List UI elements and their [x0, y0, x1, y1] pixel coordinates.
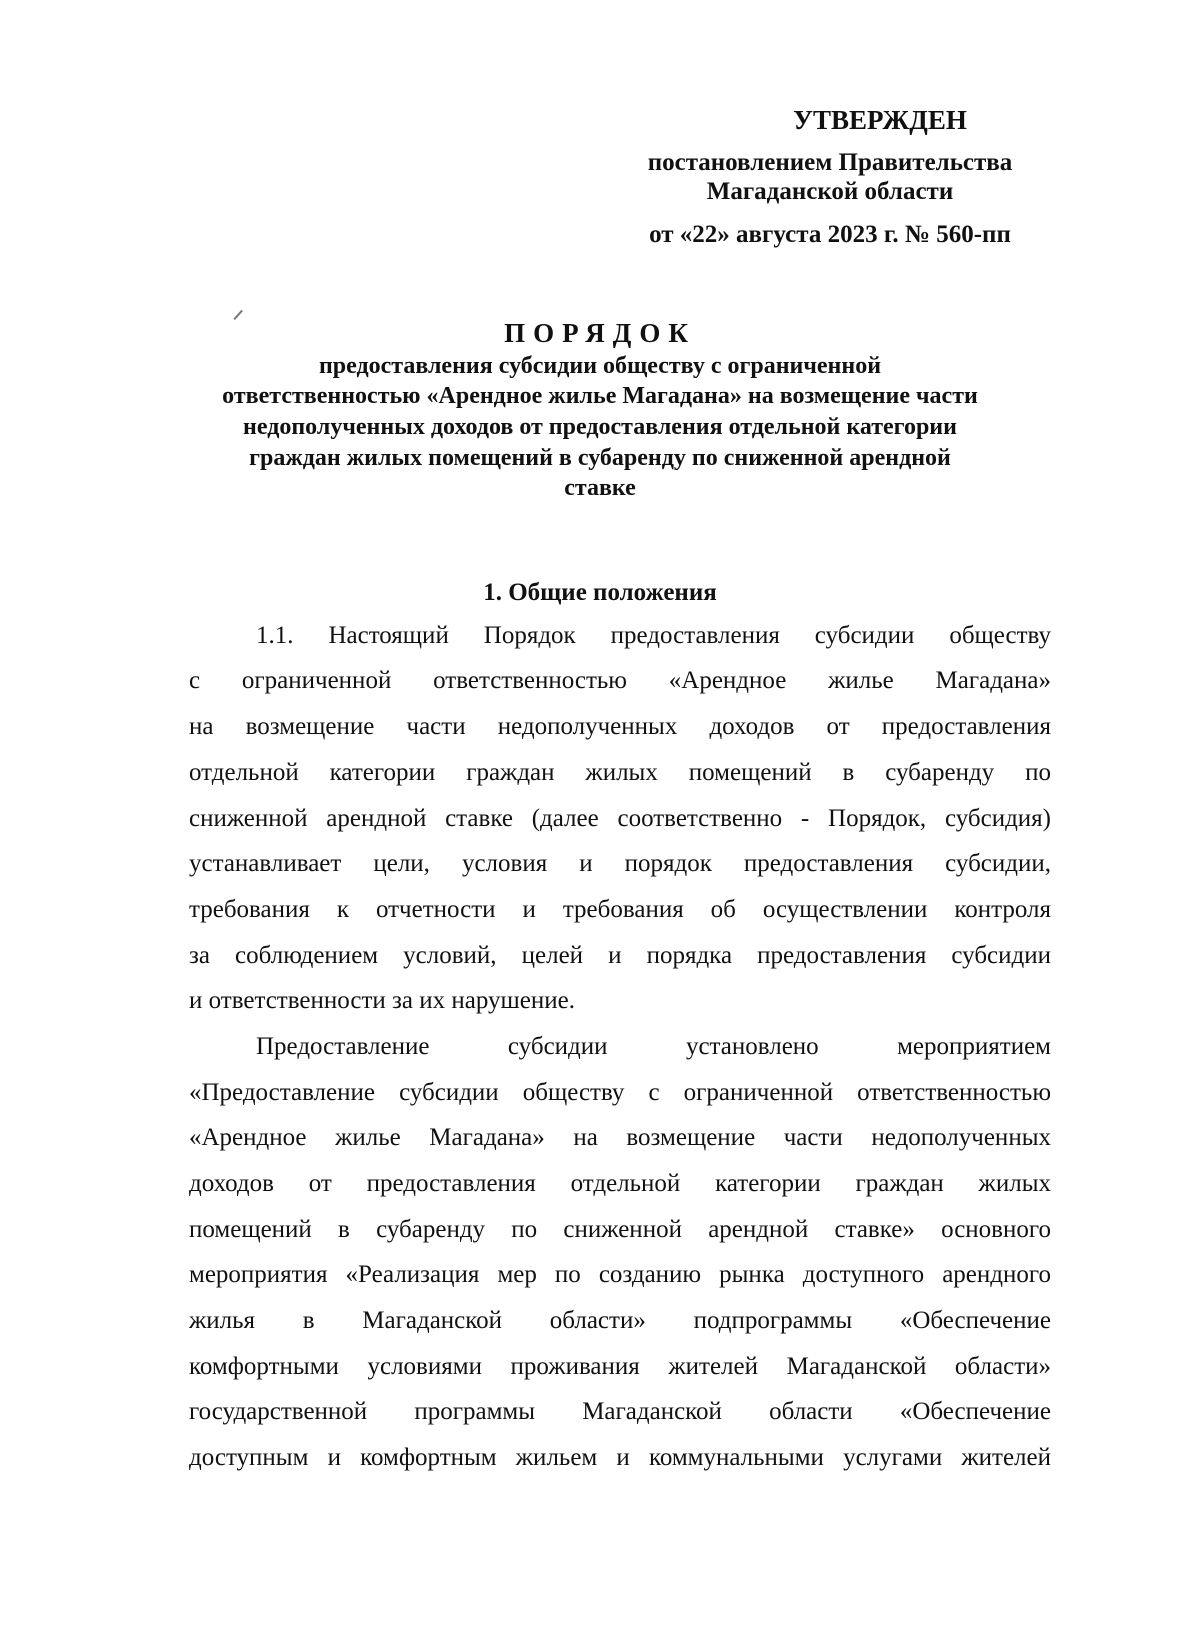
approval-line-2: Магаданской области	[706, 178, 954, 205]
paragraph-line: за соблюдением условий, целей и порядка предоставления субсидии	[189, 942, 1051, 969]
paragraph-line: мероприятия «Реализация мер по созданию рынка доступного арендного	[189, 1261, 1051, 1288]
paragraph-line: государственной программы Магаданской области «Обеспечение	[189, 1398, 1051, 1425]
paragraph-line: на возмещение части недополученных доходов от предоставления	[189, 713, 1051, 740]
paragraph-line: Предоставление субсидии установлено мероприятием	[256, 1033, 1051, 1060]
paragraph-line: устанавливает цели, условия и порядок предоставления субсидии,	[189, 850, 1051, 877]
paragraph-line: комфортными условиями проживания жителей Магаданской области»	[189, 1353, 1051, 1380]
document-subtitle-line: предоставления субсидии обществу с ограниченной	[318, 353, 882, 379]
paragraph-line: отдельной категории граждан жилых помещений в субаренду по	[189, 759, 1051, 786]
paragraph-line: помещений в субаренду по сниженной арендной ставке» основного	[189, 1216, 1051, 1243]
document-subtitle-line: ответственностью «Арендное жилье Магадана» на возмещение части	[222, 383, 978, 409]
paragraph-line: требования к отчетности и требования об осуществлении контроля	[189, 896, 1051, 923]
paragraph-line: 1.1. Настоящий Порядок предоставления субсидии обществу	[256, 622, 1051, 649]
paragraph-line: с ограниченной ответственностью «Арендное жилье Магадана»	[189, 667, 1051, 694]
approval-date-number: от «22» августа 2023 г. № 560-пп	[649, 221, 1011, 248]
paragraph-line: «Предоставление субсидии обществу с ограниченной ответственностью	[189, 1079, 1051, 1106]
document-title: ПОРЯДОК	[504, 318, 696, 348]
document-subtitle-line: граждан жилых помещений в субаренду по сниженной арендной	[249, 445, 951, 471]
paragraph-line: доступным и комфортным жильем и коммунальными услугами жителей	[189, 1444, 1051, 1471]
approval-line-1: постановлением Правительства	[647, 149, 1013, 176]
document-subtitle-line: ставке	[564, 475, 636, 501]
paragraph-line: и ответственности за их нарушение.	[189, 987, 575, 1014]
paragraph-line: доходов от предоставления отдельной категории граждан жилых	[189, 1170, 1051, 1197]
paragraph-line: сниженной арендной ставке (далее соответственно - Порядок, субсидия)	[189, 805, 1051, 832]
approval-title: УТВЕРЖДЕН	[793, 105, 967, 135]
section-heading: 1. Общие положения	[483, 579, 717, 606]
document-subtitle-line: недополученных доходов от предоставления отдельной категории	[243, 414, 957, 440]
paragraph-line: жилья в Магаданской области» подпрограммы «Обеспечение	[189, 1307, 1051, 1334]
paragraph-line: «Арендное жилье Магадана» на возмещение части недополученных	[189, 1124, 1051, 1151]
